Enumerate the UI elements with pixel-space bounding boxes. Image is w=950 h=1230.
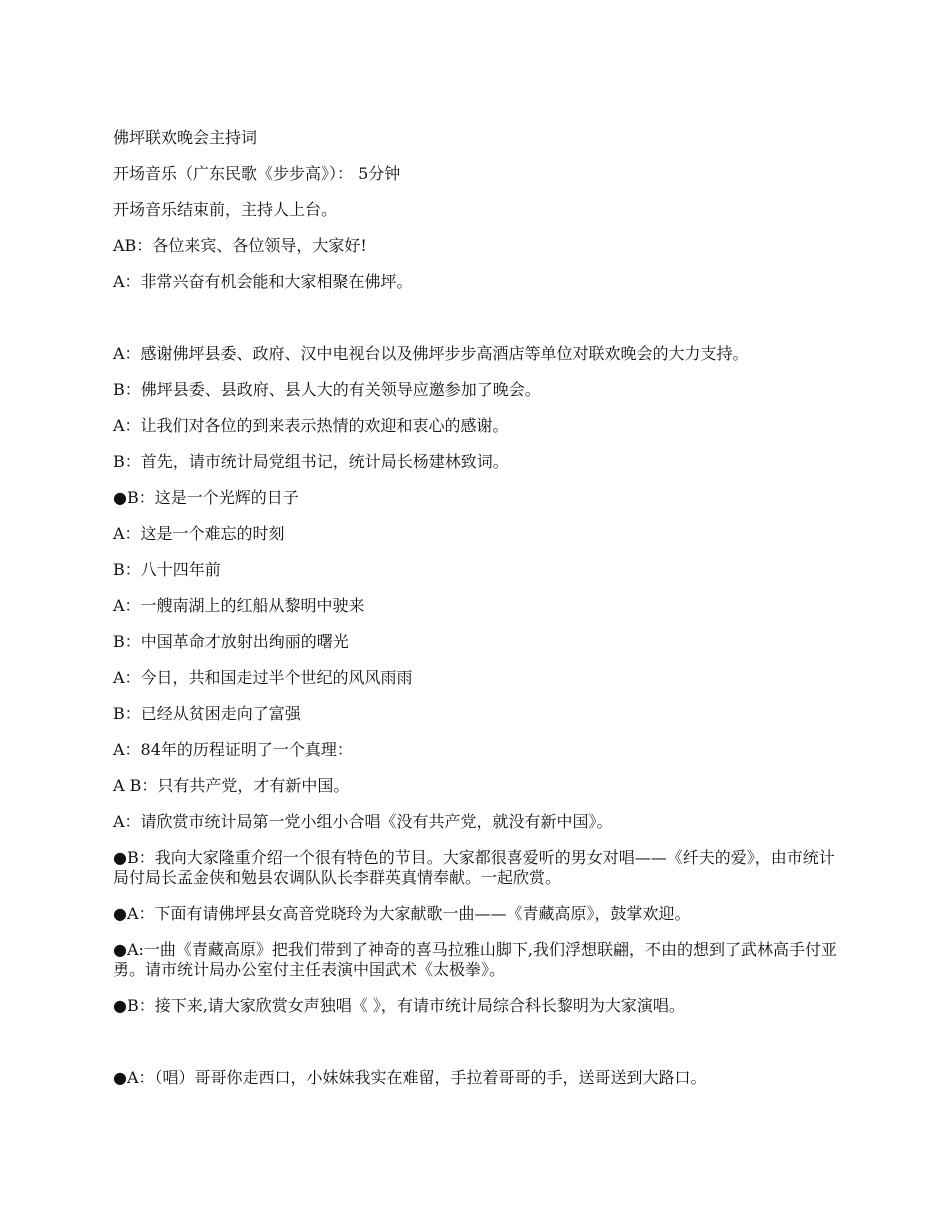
paragraph: ●A：下面有请佛坪县女高音党晓玲为大家献歌一曲——《青藏高原》，鼓掌欢迎。 bbox=[113, 904, 691, 923]
paragraph: B：八十四年前 bbox=[113, 560, 221, 579]
document-body bbox=[113, 128, 843, 1088]
paragraph: ●B：接下来,请大家欣赏女声独唱《 》，有请市统计局综合科长黎明为大家演唱。 bbox=[113, 996, 685, 1015]
paragraph: B：已经从贫困走向了富强 bbox=[113, 704, 301, 723]
paragraph: ●B：我向大家隆重介绍一个很有特色的节目。大家都很喜爱听的男女对唱——《纤夫的爱》，由市统计局付局长孟金侠和勉县农调队队长李群英真情奉献。一起欣赏。 bbox=[113, 848, 835, 887]
paragraph: B：佛坪县委、县政府、县人大的有关领导应邀参加了晚会。 bbox=[113, 380, 541, 399]
paragraph: AB：各位来宾、各位领导，大家好! bbox=[113, 236, 367, 255]
paragraph: B：中国革命才放射出绚丽的曙光 bbox=[113, 632, 349, 651]
paragraph: 开场音乐结束前，主持人上台。 bbox=[113, 200, 338, 219]
paragraph: A：今日，共和国走过半个世纪的风风雨雨 bbox=[113, 668, 413, 687]
paragraph: A：84年的历程证明了一个真理： bbox=[113, 740, 353, 759]
paragraph: ●A:一曲《青藏高原》把我们带到了神奇的喜马拉雅山脚下,我们浮想联翩，不由的想到了武林高手付亚勇。请市统计局办公室付主任表演中国武术《太极拳》。 bbox=[113, 940, 837, 979]
document-title: 佛坪联欢晚会主持词 bbox=[113, 128, 258, 147]
paragraph: ●B：这是一个光辉的日子 bbox=[113, 488, 299, 507]
paragraph: ●A：（唱）哥哥你走西口，小妹妹我实在难留，手拉着哥哥的手，送哥送到大路口。 bbox=[113, 1068, 707, 1087]
paragraph: B：首先，请市统计局党组书记，统计局长杨建林致词。 bbox=[113, 452, 509, 471]
paragraph: A：感谢佛坪县委、政府、汉中电视台以及佛坪步步高酒店等单位对联欢晚会的大力支持。 bbox=[113, 344, 749, 363]
paragraph: A：让我们对各位的到来表示热情的欢迎和衷心的感谢。 bbox=[113, 416, 509, 435]
paragraph: A：非常兴奋有机会能和大家相聚在佛坪。 bbox=[113, 272, 413, 291]
paragraph: 开场音乐（广东民歌《步步高》）： 5分钟 bbox=[113, 164, 401, 183]
paragraph: A：请欣赏市统计局第一党小组小合唱《没有共产党，就没有新中国》。 bbox=[113, 812, 613, 831]
paragraph: A：这是一个难忘的时刻 bbox=[113, 524, 285, 543]
paragraph: A：一艘南湖上的红船从黎明中驶来 bbox=[113, 596, 365, 615]
paragraph: A B：只有共产党，才有新中国。 bbox=[113, 776, 350, 795]
